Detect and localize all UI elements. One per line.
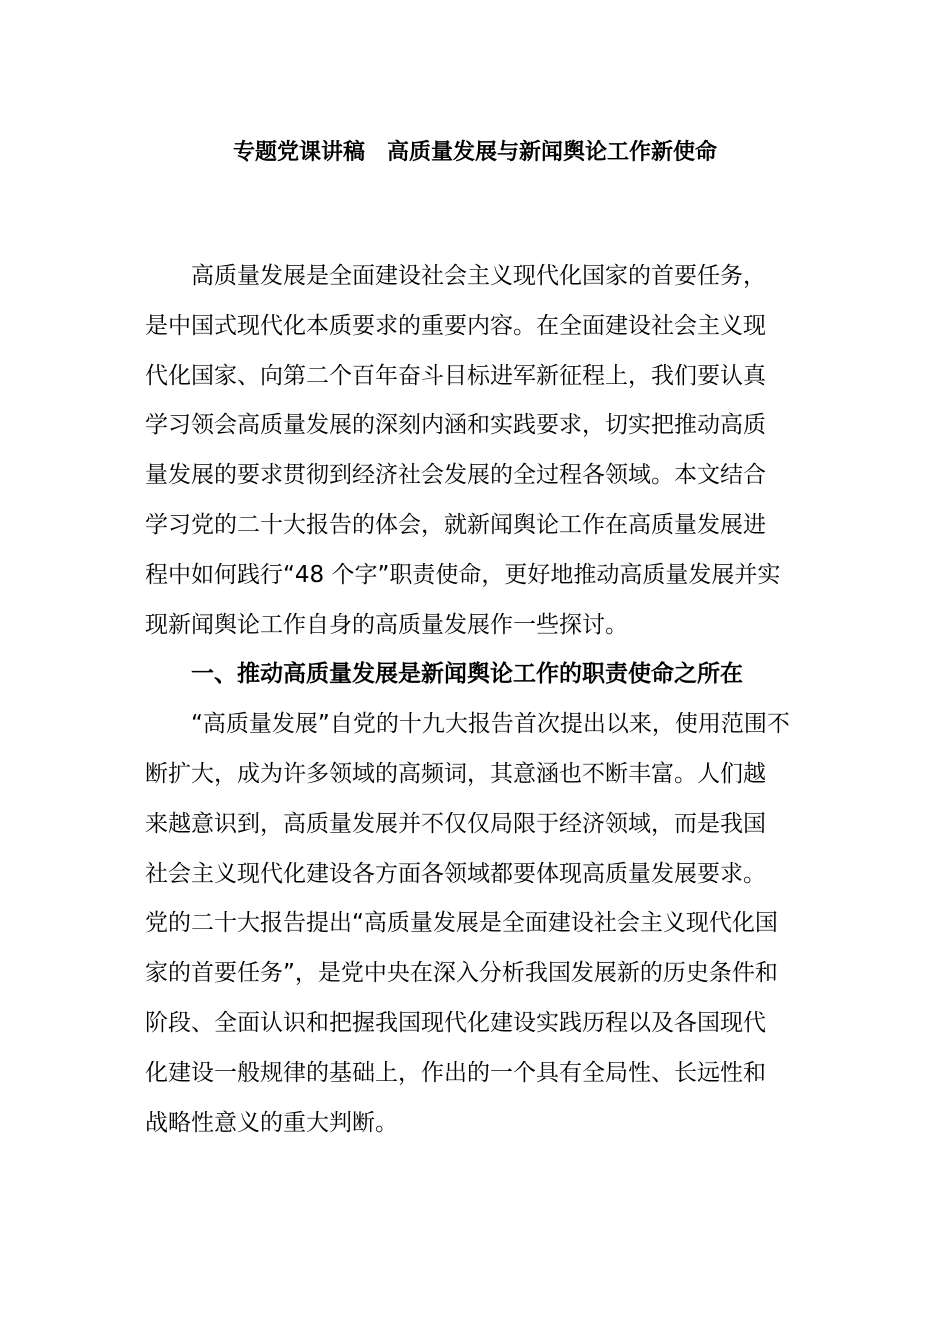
paragraph-line: 是中国式现代化本质要求的重要内容。在全面建设社会主义现 [145, 312, 766, 339]
paragraph-line: 化建设一般规律的基础上，作出的一个具有全局性、长远性和 [145, 1059, 766, 1086]
paragraph-line: 程中如何践行“48 个字”职责使命，更好地推动高质量发展并实 [145, 561, 781, 588]
paragraph-line: 代化国家、向第二个百年奋斗目标进军新征程上，我们要认真 [145, 362, 766, 389]
paragraph-line: “高质量发展”自党的十九大报告首次提出以来，使用范围不 [191, 711, 790, 738]
paragraph-line: 战略性意义的重大判断。 [145, 1109, 398, 1136]
paragraph-line: 阶段、全面认识和把握我国现代化建设实践历程以及各国现代 [145, 1009, 766, 1036]
paragraph-line: 现新闻舆论工作自身的高质量发展作一些探讨。 [145, 611, 628, 638]
paragraph-line: 家的首要任务”，是党中央在深入分析我国发展新的历史条件和 [145, 960, 778, 987]
document-title: 专题党课讲稿 高质量发展与新闻舆论工作新使命 [232, 140, 717, 165]
paragraph-line: 高质量发展是全面建设社会主义现代化国家的首要任务， [191, 263, 766, 289]
paragraph-line: 学习党的二十大报告的体会，就新闻舆论工作在高质量发展进 [145, 511, 766, 538]
section-heading: 一、推动高质量发展是新闻舆论工作的职责使命之所在 [191, 661, 743, 688]
paragraph-line: 社会主义现代化建设各方面各领域都要体现高质量发展要求。 [145, 860, 766, 887]
document-body [145, 252, 805, 1148]
paragraph-line: 党的二十大报告提出“高质量发展是全面建设社会主义现代化国 [145, 910, 778, 937]
paragraph-line: 来越意识到，高质量发展并不仅仅局限于经济领域，而是我国 [145, 810, 766, 837]
paragraph-line: 断扩大，成为许多领域的高频词，其意涵也不断丰富。人们越 [145, 760, 766, 787]
paragraph-line: 量发展的要求贯彻到经济社会发展的全过程各领域。本文结合 [145, 462, 766, 489]
paragraph-line: 学习领会高质量发展的深刻内涵和实践要求，切实把推动高质 [145, 412, 766, 439]
